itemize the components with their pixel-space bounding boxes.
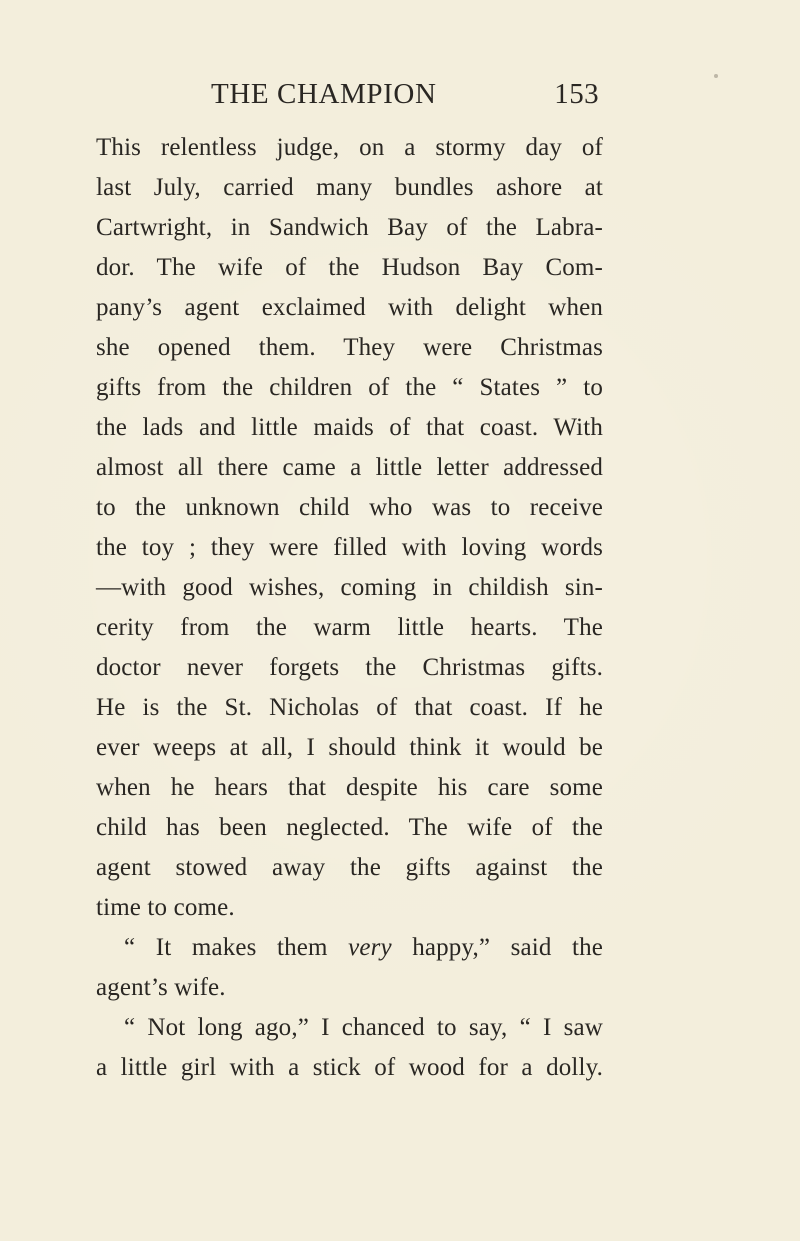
- text-line: to the unknown child who was to receive: [96, 494, 603, 521]
- dialogue-text: “ It makes them: [124, 934, 349, 961]
- text-line: gifts from the children of the “ States ” to: [96, 374, 603, 401]
- text-line: This relentless judge, on a stormy day of: [96, 134, 603, 161]
- dialogue-text: happy,” said the: [391, 934, 603, 961]
- body-text: [96, 128, 603, 1088]
- text-line: almost all there came a little letter addressed: [96, 454, 603, 481]
- text-line: ever weeps at all, I should think it would be: [96, 734, 603, 761]
- text-line: the toy ; they were filled with loving words: [96, 534, 603, 561]
- text-line: pany’s agent exclaimed with delight when: [96, 294, 603, 321]
- text-line: He is the St. Nicholas of that coast. If he: [96, 694, 603, 721]
- dialogue-line: a little girl with a stick of wood for a dolly.: [96, 1054, 603, 1081]
- emphasis-text: very: [348, 934, 392, 961]
- text-line: doctor never forgets the Christmas gifts.: [96, 654, 603, 681]
- text-line: the lads and little maids of that coast. With: [96, 414, 603, 441]
- paper-speck: [714, 74, 718, 78]
- text-line: Cartwright, in Sandwich Bay of the Labra-: [96, 214, 603, 241]
- dialogue-line: [96, 928, 603, 968]
- text-line: child has been neglected. The wife of the: [96, 814, 603, 841]
- text-line: —with good wishes, coming in childish sin-: [96, 574, 603, 601]
- dialogue-line: “ Not long ago,” I chanced to say, “ I saw: [124, 1014, 603, 1041]
- text-line: she opened them. They were Christmas: [96, 334, 603, 361]
- page-header: [211, 78, 599, 118]
- text-line: cerity from the warm little hearts. The: [96, 614, 603, 641]
- text-line: agent stowed away the gifts against the: [96, 854, 603, 881]
- text-line: time to come.: [96, 894, 235, 921]
- text-line: dor. The wife of the Hudson Bay Com-: [96, 254, 603, 281]
- running-title: THE CHAMPION: [211, 78, 437, 110]
- dialogue-line: agent’s wife.: [96, 974, 226, 1001]
- page-number: 153: [554, 78, 599, 110]
- text-line: last July, carried many bundles ashore at: [96, 174, 603, 201]
- text-line: when he hears that despite his care some: [96, 774, 603, 801]
